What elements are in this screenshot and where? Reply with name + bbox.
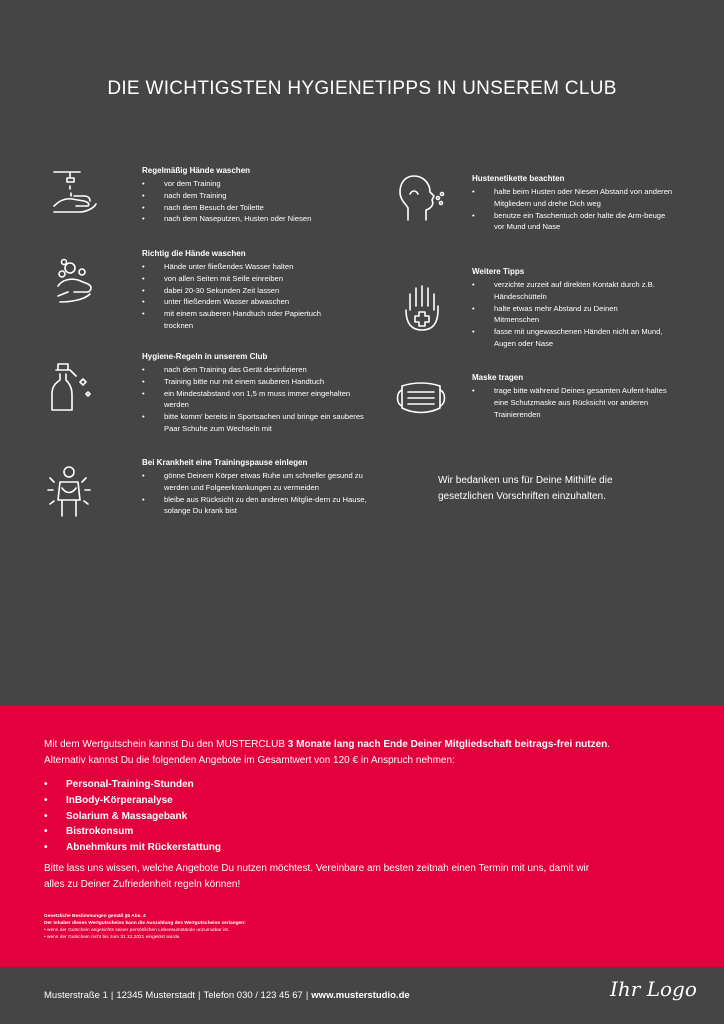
page-title: DIE WICHTIGSTEN HYGIENETIPPS IN UNSEREM CLUB [107, 78, 617, 99]
section-heading: Regelmäßig Hände waschen [142, 166, 251, 175]
footer-street: Musterstraße 1 [44, 990, 108, 1001]
footer-contact: Musterstraße 1 | 12345 Musterstadt | Telefon 030 / 123 45 67 | www.musterstudio.de [44, 990, 410, 1001]
footer-phone: Telefon 030 / 123 45 67 [203, 990, 303, 1001]
list-item: • mit einem sauberen Handtuch oder Papiertuch trocknen [142, 308, 352, 332]
section-heading: Richtig die Hände waschen [142, 249, 246, 258]
list-item: • dabei 20-30 Sekunden Zeit lassen [142, 285, 372, 297]
hand-washing-icon [50, 166, 100, 216]
section-mask [472, 373, 682, 420]
list-item: • nach dem Besuch der Toilette [142, 202, 372, 214]
list-item: • verzichte zurzeit auf direkten Kontakt durch z.B. Händeschütteln [472, 279, 682, 303]
offer-item: • InBody-Körperanalyse [44, 793, 724, 809]
section-heading: Weitere Tipps [472, 267, 525, 276]
list-item: • nach dem Naseputzen, Husten oder Niesen [142, 213, 372, 225]
list-item: • halte beim Husten oder Niesen Abstand von anderen Mitgliedern und drehe Dich weg [472, 186, 677, 210]
list-item: • gönne Deinem Körper etwas Ruhe um schneller gesund zu werden und Folgeerkrankungen zu vermeiden [142, 470, 367, 494]
hand-cross-icon [402, 284, 442, 334]
legal-notice [44, 913, 724, 941]
intro-text: Mit dem Wertgutschein kannst Du den MUSTERCLUB [44, 739, 288, 750]
list-item: • nach dem Training [142, 190, 372, 202]
list-item: • bitte komm' bereits in Sportsachen und bringe ein sauberes Paar Schuhe zum Wechseln mit [142, 411, 367, 435]
section-club-rules [142, 352, 372, 435]
offer-item: • Abnehmkurs mit Rückerstattung [44, 840, 724, 856]
section-heading: Bei Krankheit eine Trainingspause einlegen [142, 458, 308, 467]
list-item: • benutze ein Taschentuch oder halte die Arm-beuge vor Mund und Nase [472, 210, 677, 234]
voucher-panel [0, 705, 724, 967]
list-item: • halte etwas mehr Abstand zu Deinen Mitmenschen [472, 303, 657, 327]
thanks-text: Wir bedanken uns für Deine Mithilfe die gesetzlichen Vorschriften einzuhalten. [438, 475, 613, 502]
list-item: • Training bitte nur mit einem sauberen Handtuch [142, 376, 372, 388]
coughing-head-icon [396, 172, 446, 224]
section-heading: Hygiene-Regeln in unserem Club [142, 352, 268, 361]
list-item: • fasse mit ungewaschenen Händen nicht an Mund, Augen oder Nase [472, 326, 672, 350]
section-heading: Hustenetikette beachten [472, 174, 565, 183]
section-cough [472, 174, 682, 233]
legal-line: • wenn der Gutschein angesichts seiner persönlichen Lebensumstände unzumutbar ist. [44, 927, 230, 933]
sick-person-icon [46, 464, 92, 520]
section-heading: Maske tragen [472, 373, 524, 382]
footer-website-link[interactable]: www.musterstudio.de [311, 990, 410, 1001]
offer-list [44, 777, 724, 856]
list-item: • trage bitte während Deines gesamten Aufent-haltes eine Schutzmaske aus Rücksicht vor anderen Trainierenden [472, 385, 677, 420]
section-illness [142, 458, 372, 517]
list-item: • Hände unter fließendes Wasser halten [142, 261, 372, 273]
soap-hands-icon [50, 258, 96, 304]
list-item: • nach dem Training das Gerät desinfizieren [142, 364, 372, 376]
legal-title: Gesetzliche Bestimmungen gemäß §5 Abs. 4 [44, 913, 146, 919]
list-item: • bleibe aus Rücksicht zu den anderen Mitglie-dern zu Hause, solange Du krank bist [142, 494, 367, 518]
section-more-tips [472, 267, 682, 350]
voucher-intro [44, 737, 614, 768]
section-hands-wash [142, 166, 372, 225]
list-item: • vor dem Training [142, 178, 372, 190]
brand-logo: Ihr Logo [610, 977, 697, 1001]
intro-highlight: 3 Monate lang nach Ende Deiner Mitgliedschaft beitrags-frei nutzen [287, 739, 608, 750]
offer-item: • Personal-Training-Stunden [44, 777, 724, 793]
legal-line: Der Inhaber dieses Wertgutscheins kann die Auszahlung des Wertgutscheins verlangen: [44, 920, 246, 926]
section-hands-how [142, 249, 372, 332]
voucher-closing: Bitte lass uns wissen, welche Angebote Du nutzen möchtest. Vereinbare am besten zeitnah einen Termin mit uns, damit wir alles zu Deiner Zufriedenheit regeln können! [44, 862, 590, 890]
offer-item: • Bistrokonsum [44, 824, 724, 840]
footer [0, 967, 724, 1024]
spray-bottle-icon [48, 360, 94, 414]
intro-text-end: . Alternativ kannst Du die folgenden Angebote im Gesamtwert von 120 € in Anspruch nehmen: [44, 739, 611, 766]
face-mask-icon [396, 380, 446, 416]
list-item: • von allen Seiten mit Seife einreiben [142, 273, 372, 285]
list-item: • unter fließendem Wasser abwaschen [142, 296, 372, 308]
list-item: • ein Mindestabstand von 1,5 m muss immer eingehalten werden [142, 388, 352, 412]
legal-line: • wenn der Gutschein nicht bis zum 31.12.2021 eingelöst wurde. [44, 934, 181, 940]
offer-item: • Solarium & Massagebank [44, 809, 724, 825]
footer-city: 12345 Musterstadt [116, 990, 196, 1001]
